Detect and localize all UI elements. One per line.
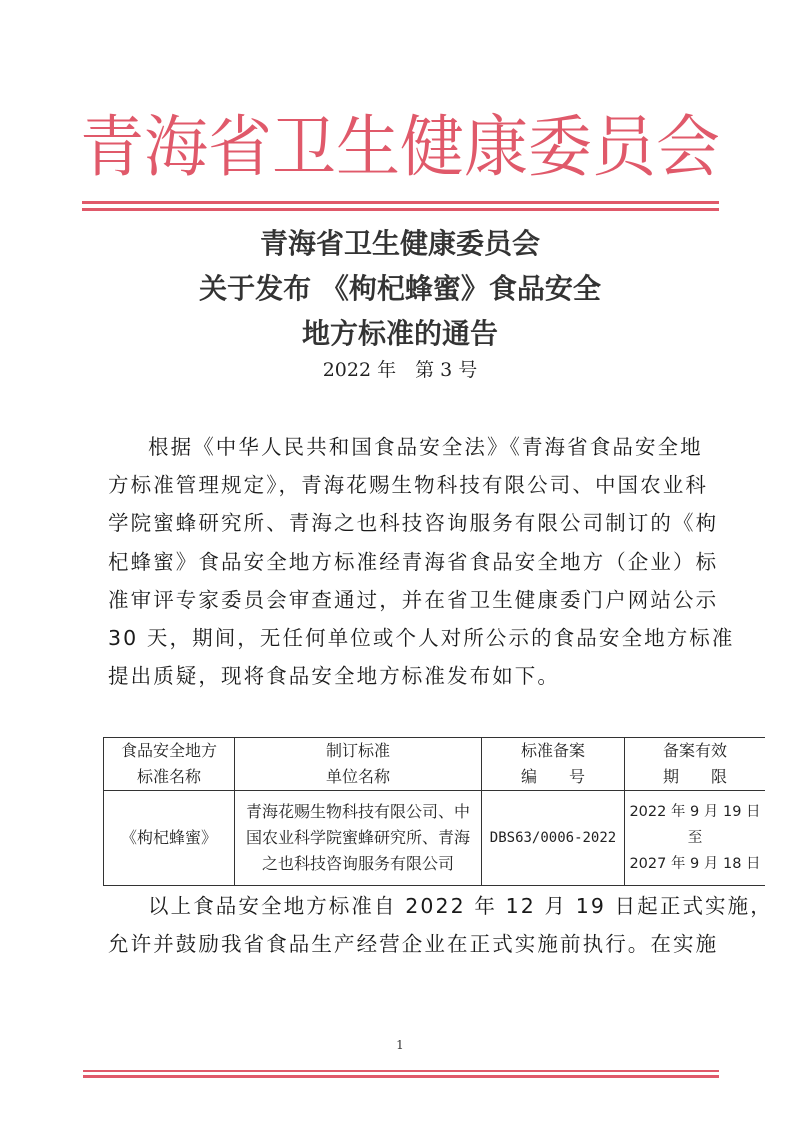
cell-standard-name: 《枸杞蜂蜜》 [104, 791, 235, 886]
paragraph-line: 允许并鼓励我省食品生产经营企业在正式实施前执行。在实施 [108, 932, 719, 957]
cell-validity-period: 2022 年 9 月 19 日至 2027 年 9 月 18 日 [625, 791, 766, 886]
body-paragraph-1 [108, 428, 735, 695]
cell-drafting-units: 青海花赐生物科技有限公司、中 国农业科学院蜜蜂研究所、青海 之也科技咨询服务有限公司 [235, 791, 482, 886]
notice-title-line-3: 地方标准的通告 [301, 317, 498, 350]
paragraph-line: 准审评专家委员会审查通过，并在省卫生健康委门户网站公示 [108, 587, 719, 612]
table-header-row [104, 738, 766, 791]
masthead-divider-top [82, 201, 719, 204]
paragraph-line: 30 天，期间，无任何单位或个人对所公示的食品安全地方标准 [108, 626, 735, 651]
paragraph-line: 提出质疑，现将食品安全地方标准发布如下。 [108, 664, 560, 689]
paragraph-line: 根据《中华人民共和国食品安全法》《青海省食品安全地 [148, 435, 703, 459]
notice-title-line-2: 关于发布 《枸杞蜂蜜》食品安全 [199, 272, 601, 305]
footer-divider-bottom [83, 1075, 719, 1078]
body-paragraph-2 [108, 887, 773, 963]
page-number: 1 [396, 1038, 404, 1052]
notice-title-line-1: 青海省卫生健康委员会 [259, 227, 540, 260]
header-record-number: 标准备案 编 号 [482, 738, 625, 791]
document-number: 2022 年 第 3 号 [322, 359, 478, 381]
masthead-divider-bottom [82, 208, 719, 211]
paragraph-line: 学院蜜蜂研究所、青海之也科技咨询服务有限公司制订的《枸 [108, 511, 719, 536]
cell-record-number: DBS63/0006-2022 [482, 791, 625, 886]
table-row [104, 791, 766, 886]
issuer-masthead: 青海省卫生健康委员会 [80, 109, 720, 187]
header-drafting-units: 制订标准 单位名称 [235, 738, 482, 791]
header-validity-period: 备案有效 期 限 [625, 738, 766, 791]
paragraph-line: 方标准管理规定》，青海花赐生物科技有限公司、中国农业科 [108, 473, 708, 498]
paragraph-line: 杞蜂蜜》食品安全地方标准经青海省食品安全地方（企业）标 [108, 549, 719, 574]
paragraph-line: 以上食品安全地方标准自 2022 年 12 月 19 日起正式实施， [148, 894, 773, 918]
header-standard-name: 食品安全地方 标准名称 [104, 738, 235, 791]
footer-divider-top [83, 1070, 719, 1072]
standard-table [103, 737, 765, 886]
